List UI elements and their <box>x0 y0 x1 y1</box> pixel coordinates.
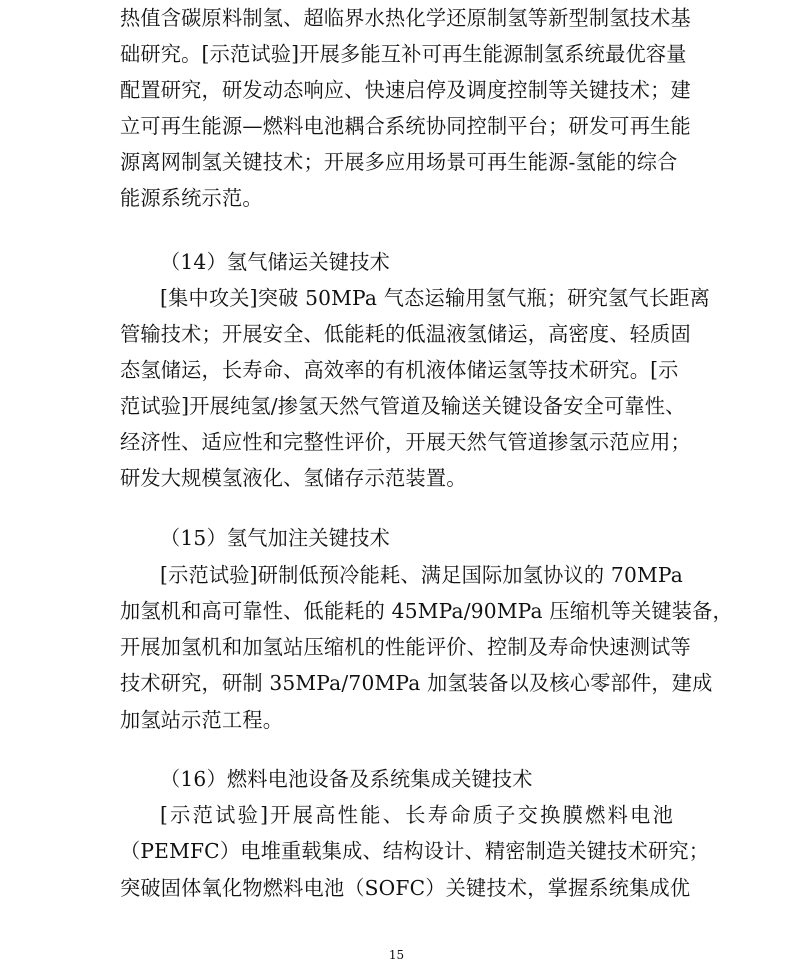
section-14-line: 研发大规模氢液化、氢储存示范装置。 <box>120 466 467 490</box>
section-16-line: 突破固体氧化物燃料电池（SOFC）关键技术，掌握系统集成优 <box>120 876 691 900</box>
paragraph-line: 础研究。[示范试验]开展多能互补可再生能源制氢系统最优容量 <box>120 42 687 66</box>
paragraph-line: 源离网制氢关键技术；开展多应用场景可再生能源-氢能的综合 <box>120 150 678 174</box>
paragraph-line: 能源系统示范。 <box>120 186 263 210</box>
section-14-line: 范试验]开展纯氢/掺氢天然气管道及输送关键设备安全可靠性、 <box>120 394 686 418</box>
section-14-line: 管输技术；开展安全、低能耗的低温液氢储运，高密度、轻质固 <box>120 322 691 346</box>
paragraph-line: 立可再生能源—燃料电池耦合系统协同控制平台；研发可再生能 <box>120 114 691 138</box>
section-16-heading: （16）燃料电池设备及系统集成关键技术 <box>160 767 533 791</box>
paragraph-line: 热值含碳原料制氢、超临界水热化学还原制氢等新型制氢技术基 <box>120 6 691 30</box>
paragraph-line: 配置研究，研发动态响应、快速启停及调度控制等关键技术；建 <box>120 78 691 102</box>
section-16-line: （PEMFC）电堆重载集成、结构设计、精密制造关键技术研究； <box>120 839 710 863</box>
section-15-line: [示范试验]研制低预冷能耗、满足国际加氢协议的 70MPa <box>160 563 683 587</box>
section-14-line: 态氢储运，长寿命、高效率的有机液体储运氢等技术研究。[示 <box>120 358 679 382</box>
section-15-line: 技术研究，研制 35MPa/70MPa 加氢装备以及核心零部件，建成 <box>120 671 713 695</box>
section-15-line: 加氢机和高可靠性、低能耗的 45MPa/90MPa 压缩机等关键装备， <box>120 599 733 623</box>
section-14-line: 经济性、适应性和完整性评价，开展天然气管道掺氢示范应用； <box>120 430 691 454</box>
section-14-heading: （14）氢气储运关键技术 <box>160 250 390 274</box>
section-16-line: [示范试验]开展高性能、长寿命质子交换膜燃料电池 <box>160 803 673 827</box>
section-15-line: 加氢站示范工程。 <box>120 708 284 732</box>
section-15-line: 开展加氢机和加氢站压缩机的性能评价、控制及寿命快速测试等 <box>120 635 691 659</box>
page-number: 15 <box>388 948 405 962</box>
section-14-line: [集中攻关]突破 50MPa 气态运输用氢气瓶；研究氢气长距离 <box>160 286 710 310</box>
section-15-heading: （15）氢气加注关键技术 <box>160 526 390 550</box>
